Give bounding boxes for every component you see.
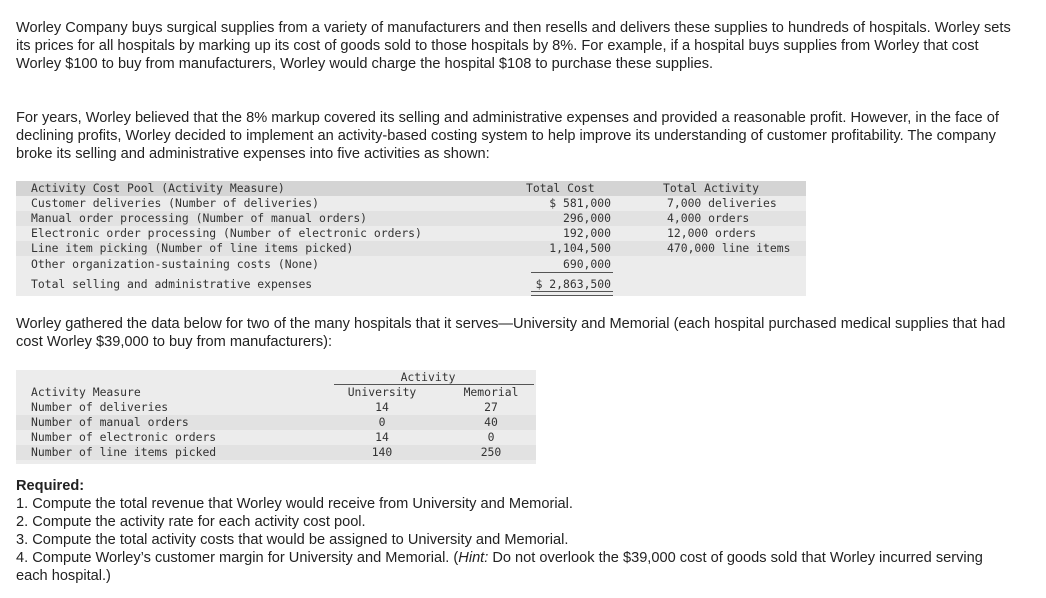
header-row: [16, 385, 536, 400]
total-double-rule: [531, 291, 613, 296]
total-row: [16, 277, 806, 292]
university-value: 14: [375, 400, 389, 414]
subtotal-rule: [531, 272, 613, 273]
university-value: 140: [371, 445, 393, 459]
memorial-value: 0: [487, 430, 495, 444]
pool-name: Other organization-sustaining costs (None): [31, 257, 320, 271]
header-total-activity: Total Activity: [663, 181, 760, 195]
header-measure: Activity Measure: [31, 385, 141, 399]
measure-name: Number of manual orders: [31, 415, 189, 429]
required-item-3: 3. Compute the total activity costs that would be assigned to University and Memorial.: [16, 532, 569, 548]
header-pool: Activity Cost Pool (Activity Measure): [31, 181, 285, 195]
measure-name: Number of electronic orders: [31, 430, 217, 444]
item4-hint: Hint:: [458, 550, 489, 566]
table-row: [16, 211, 806, 226]
total-label: Total selling and administrative expenses: [31, 277, 313, 291]
table-row: [16, 445, 536, 460]
middle-paragraph: Worley gathered the data below for two of the many hospitals that it serves—University and Memorial (each hospital purchased medical supplies that had cost Worley $39,000 to buy from manufacturers):: [16, 316, 1006, 350]
header-memorial: Memorial: [463, 385, 519, 399]
cost-pool-table: [16, 181, 806, 296]
table-row: [16, 257, 806, 272]
item4-suffix: Do not overlook the $39,000 cost of goods sold that Worley incurred serving each hospital.): [16, 550, 983, 584]
memorial-value: 27: [484, 400, 498, 414]
table-row: [16, 226, 806, 241]
pool-activity: 470,000 line items: [667, 241, 791, 255]
pool-cost: 192,000: [562, 226, 611, 240]
pool-cost: 690,000: [562, 257, 611, 271]
pool-activity: 12,000 orders: [667, 226, 757, 240]
table-row: [16, 400, 536, 415]
pool-name: Manual order processing (Number of manual orders): [31, 211, 368, 225]
total-cost: $ 2,863,500: [535, 277, 611, 291]
pool-cost: 296,000: [562, 211, 611, 225]
required-item-4: [16, 549, 1016, 585]
required-item-1: 1. Compute the total revenue that Worley would receive from University and Memorial.: [16, 496, 573, 512]
header-total-cost: Total Cost: [526, 181, 595, 195]
university-value: 0: [378, 415, 386, 429]
required-heading: Required:: [16, 478, 85, 494]
measure-name: Number of line items picked: [31, 445, 217, 459]
measure-name: Number of deliveries: [31, 400, 169, 414]
required-section: [16, 477, 1016, 585]
item4-prefix: 4. Compute Worley’s customer margin for University and Memorial. (: [16, 550, 459, 566]
activity-group-header: Activity: [400, 370, 456, 384]
group-header-row: [16, 370, 536, 385]
table-row: [16, 241, 806, 256]
pool-name: Electronic order processing (Number of electronic orders): [31, 226, 422, 240]
university-value: 14: [375, 430, 389, 444]
pool-name: Line item picking (Number of line items picked): [31, 241, 354, 255]
cost-pool-header-row: [16, 181, 806, 196]
memorial-value: 250: [480, 445, 502, 459]
hospital-activity-table: [16, 370, 536, 464]
memorial-value: 40: [484, 415, 498, 429]
pool-activity: 7,000 deliveries: [667, 196, 777, 210]
intro-paragraph-2: For years, Worley believed that the 8% markup covered its selling and administrative expenses and provided a reasonable profit. However, in the face of declining profits, Worley decided to implement an activity-based costing system to help improve its understanding of customer profitability. The company broke its selling and administrative expenses into five activities as shown:: [16, 110, 999, 162]
intro-paragraph-1: Worley Company buys surgical supplies from a variety of manufacturers and then resells and delivers these supplies to hundreds of hospitals. Worley sets its prices for all hospitals by marking up its cost of goods sold to those hospitals by 8%. For example, if a hospital buys supplies from Worley that cost Worley $100 to buy from manufacturers, Worley would charge the hospital $108 to purchase these supplies.: [16, 20, 1011, 72]
table-row: [16, 196, 806, 211]
pool-cost: $ 581,000: [549, 196, 611, 210]
table-row: [16, 415, 536, 430]
pool-activity: 4,000 orders: [667, 211, 750, 225]
table-row: [16, 430, 536, 445]
pool-name: Customer deliveries (Number of deliveries): [31, 196, 320, 210]
header-university: University: [347, 385, 417, 399]
pool-cost: 1,104,500: [549, 241, 611, 255]
required-item-2: 2. Compute the activity rate for each activity cost pool.: [16, 514, 366, 530]
